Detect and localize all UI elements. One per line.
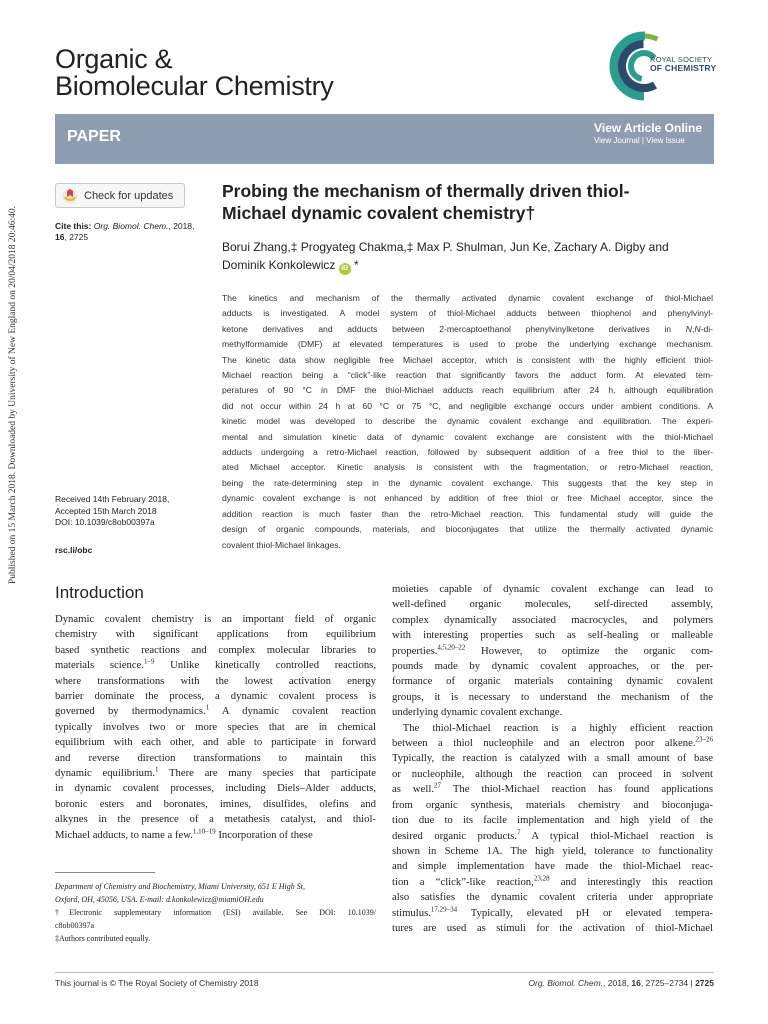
article-title-line2: Michael dynamic covalent chemistry† [222,203,536,223]
abstract-line: kinetic model was developed to describe the dynamic covalent exchange and equilibration. The experi- [222,416,713,427]
body-text-line [392,751,713,766]
footer-journal: Org. Biomol. Chem. [528,978,604,988]
body-text: shown in Scheme 1A. The high yield, tolerance to functionality [392,844,713,857]
abstract-line: addition reaction is much faster than the retro-Michael reaction. This fundamental study will guide the [222,508,713,519]
body-text-line [392,705,713,720]
footer-separator: | [688,978,696,988]
body-text-line [392,690,713,705]
body-text-line [392,890,713,905]
abstract-line: design of organic compounds, materials, and bioconjugates that utilize the thermally activated dynamic [222,524,713,535]
download-stamp [6,170,20,620]
body-text: based synthetic reactions and complex molecular libraries to [55,643,376,656]
abstract-line: being the rate-determining step in the dynamic covalent exchange. This suggests that the key step in [222,477,713,488]
body-text: tion a “click”-like reaction, [392,875,534,888]
affiliation-line1: Department of Chemistry and Biochemistry, Miami University, 651 E High St, [55,882,305,891]
citation-ref[interactable]: 17,29–34 [430,904,458,913]
body-column-left [55,612,376,843]
body-text: However, to optimize the organic com- [465,644,713,657]
body-text-line [392,613,713,628]
citation-ref[interactable]: 7 [517,827,521,836]
body-text: and simple implementation have made the thiol-Michael reac- [392,860,713,873]
rsc-logo-text [650,56,716,72]
author-konkolewicz: Dominik Konkolewicz [222,258,336,272]
footnote-equal-contribution: ‡Authors contributed equally. [55,934,151,943]
body-text: Typically, elevated pH or elevated tempera- [457,906,713,919]
citation-ref[interactable]: 27 [434,781,441,790]
abstract-line: dynamic covalent exchange is not enhanced by addition of free thiol or free Michael acceptor, since the [222,493,713,504]
body-text: in dynamic covalent processes, including Diels–Alder adducts, [55,782,376,795]
check-for-updates-label: Check for updates [84,189,174,202]
check-for-updates-button[interactable] [55,183,185,208]
cite-volume: 16 [55,232,65,242]
body-text: also satisfies the dynamic covalent criteria under appropriate [392,891,713,904]
footer-divider [55,972,714,973]
abstract-line: methylformamide (DMF) at elevated temperatures is used to probe the underlying exchange mechanism. [222,339,713,350]
orcid-icon[interactable]: iD [339,263,351,275]
accepted-date: Accepted 15th March 2018 [55,505,157,516]
article-title-line1: Probing the mechanism of thermally driven thiol- [222,181,630,201]
citation-ref[interactable]: 1–9 [143,657,155,666]
body-text: as well. [392,783,434,796]
citation-ref[interactable]: 1 [205,703,210,712]
citation-ref[interactable]: 23,28 [533,874,550,883]
body-text: from organic synthesis, materials chemistry and bioconjuga- [392,798,713,811]
body-text: equilibrium with each other, and able to participate in forward [55,736,376,749]
body-text-line [55,797,376,812]
body-text-line [55,627,376,642]
citation-ref[interactable]: 1,10–19 [192,827,216,836]
abstract-line: adducts is investigated. A model system of thiol-Michael adducts between thiophenol and phenylvinyl- [222,308,713,319]
journal-title-line2: Biomolecular Chemistry [55,71,334,101]
body-text-line [392,844,713,859]
footer-pages: , 2725–2734 [640,978,689,988]
affiliation-line2: Oxford, OH, 45056, USA. E-mail: d.konkolewicz@miamiOH.edu [55,895,264,904]
body-text: where transformations with the lowest activation energy [55,674,376,687]
body-text: governed by thermodynamics. [55,705,206,718]
body-text: desired organic products. [392,829,518,842]
abstract-line: Michael reaction being a “click”-like reaction that significantly favors the adduct form. At elevated tem- [222,370,713,381]
body-text: chemistry with significant applications from equilibrium [55,628,376,641]
body-text: underlying dynamic covalent exchange. [392,706,563,719]
citation-ref[interactable]: 1 [155,765,159,774]
cite-page: , 2725 [64,232,89,242]
body-text: Incorporation of these [215,828,313,841]
body-text: complex dynamically associated macrocycles, and polymers [392,613,713,626]
body-text: Michael adducts, to name a few. [55,828,193,841]
abstract-line: covalent thiol-Michael linkages. [222,539,341,550]
body-text-line [392,721,713,736]
journal-title [55,46,333,100]
corresponding-author-mark: * [350,258,359,272]
abstract-line: mental and simulation kinetic data of dynamic covalent exchange are consistent with the thiol-Michael [222,431,713,442]
body-text: between a thiol nucleophile and an electron poor alkene. [392,737,696,750]
body-text: stimulus. [392,906,431,919]
body-text: moieties capable of dynamic covalent exchange can lead to [392,583,713,595]
body-text: Dynamic covalent chemistry is an important field of organic [55,613,376,625]
page-number: 2725 [695,978,714,988]
body-text-line [55,766,376,781]
abstract-line: The kinetic data show negligible free Michael acceptor, which is consistent with the highly efficient thiol- [222,354,713,365]
body-text: pounds made by dynamic covalent approaches, or the per- [392,660,713,673]
body-text-line [392,659,713,674]
citation-ref[interactable]: 4,5,20–22 [437,643,466,652]
journal-short-link[interactable]: rsc.li/obc [55,545,93,555]
body-text: The thiol-Michael reaction has found applications [441,783,713,796]
view-issue-link[interactable]: View Issue [646,136,685,145]
body-text: tures are used as stimuli for the activation of thiol-Michael [392,921,713,934]
body-text: dynamic equilibrium. [55,767,156,780]
author-list [222,238,712,275]
abstract-line: ated Michael acceptor. Kinetic analysis is consistent with the fragmentation, or retro-Michael reaction, [222,462,713,473]
body-text: well-defined organic molecules, self-directed assembly, [392,598,713,611]
body-text-line [392,813,713,828]
view-journal-link[interactable]: View Journal [593,136,640,145]
body-text-line [55,658,376,673]
body-text-line [55,751,376,766]
body-text: typically involves two or more species that are in chemical [55,720,376,733]
body-text: The thiol-Michael reaction is a highly efficient reaction [392,721,713,734]
body-text-line [55,828,376,843]
page-citation [528,978,714,988]
footnote-esi: †Electronic supplementary information (ESI) available. See DOI: 10.1039/ [55,908,376,917]
section-heading-introduction: Introduction [55,583,144,602]
body-text-line [392,859,713,874]
body-text: formance of organic materials containing dynamic covalent [392,675,713,688]
body-text: A dynamic covalent reaction [209,705,376,718]
body-text-line [55,689,376,704]
rsc-logo-line2: OF CHEMISTRY [650,63,717,73]
body-text: Unlike kinetically controlled reactions, [154,659,376,672]
section-label: PAPER [67,128,121,145]
article-dates [55,494,215,529]
body-column-right [392,582,713,936]
footnote-affiliation [55,880,376,893]
footnote-esi-doi: c8ob00397a [55,921,95,930]
view-article-links [594,121,702,145]
footer-volume: 16 [631,978,641,988]
author-line1: Borui Zhang,‡ Progyateg Chakma,‡ Max P. Shulman, Jun Ke, Zachary A. Digby and [222,240,669,254]
footnote-divider [55,872,155,873]
footnotes [55,880,376,945]
body-text: tion due to its facile implementation and high yield of the [392,814,713,827]
body-text: materials science. [55,659,144,672]
body-text: groups, it is necessary to understand the mechanism of the [392,690,713,703]
body-text: Typically, the reaction is catalyzed with a small amount of base [392,752,713,765]
body-text-line [55,720,376,735]
footnote-affiliation-2 [55,893,376,906]
body-text-line [392,644,713,659]
body-text-line [392,597,713,612]
download-stamp-text: Published on 15 March 2018. Downloaded by University of New England on 20/04/2018 20:46:40. [8,205,18,585]
body-text-line [55,704,376,719]
body-text-line [392,582,713,597]
article-title [222,180,712,224]
body-text: or nucleophile, although the reaction can proceed in solvent [392,767,713,780]
body-text-line [392,736,713,751]
body-text: A typical thiol-Michael reaction is [520,829,713,842]
body-text: There are many species that participate [158,767,376,780]
body-text-line [55,735,376,750]
rsc-logo-line1: ROYAL SOCIETY [650,55,713,64]
abstract [222,291,713,553]
link-separator: | [641,136,644,145]
body-text-line [55,781,376,796]
body-text: and interestingly this reaction [549,875,713,888]
copyright-notice: This journal is © The Royal Society of Chemistry 2018 [55,978,259,988]
received-date: Received 14th February 2018, [55,494,170,504]
journal-title-line1: Organic & [55,44,173,74]
crossmark-icon [62,188,78,204]
body-text: and reverse direction transformations to maintain this [55,751,376,764]
body-text-line [55,812,376,827]
view-article-online-link[interactable]: View Article Online [593,121,702,135]
body-text: barrier dominate the process, a dynamic covalent process is [55,690,376,703]
body-text-line [392,674,713,689]
cite-year: , 2018, [168,221,195,231]
abstract-line: peratures of 90 °C in DMF the thiol-Michael adducts reach equilibrium after 24 h, although equilibration [222,385,713,396]
abstract-line: adducts undergoing a retro-Michael reaction, followed by subsequent addition of a free thiol to the liber- [222,447,713,458]
body-text-line [392,875,713,890]
view-links-row [594,136,702,145]
body-text-line [392,628,713,643]
citation-ref[interactable]: 23–26 [695,735,713,744]
body-text-line [392,906,713,921]
body-text-line [392,782,713,797]
body-text-line [55,612,376,627]
doi[interactable]: DOI: 10.1039/c8ob00397a [55,517,155,527]
body-text-line [392,798,713,813]
footer-year: , 2018, [603,978,630,988]
body-text-line [392,921,713,936]
citation-info [55,221,215,243]
body-text-line [55,643,376,658]
cite-journal: Org. Biomol. Chem. [93,221,169,231]
body-text: properties. [392,644,438,657]
body-text-line [55,674,376,689]
body-text-line [392,767,713,782]
body-text: boronic esters and boronates, imines, disulfides, olefins and [55,797,376,810]
abstract-line: did not occur within 24 h at 60 °C or 75 °C, and negligible exchange occurs under ambient conditions. A [222,400,713,411]
author-line2 [222,256,712,275]
section-banner [55,114,714,164]
body-text-line [392,829,713,844]
abstract-line: The kinetics and mechanism of the thermally activated dynamic covalent exchange of thiol-Michael [222,293,713,303]
body-text: alkynes in the presence of a metathesis catalyst, and thiol- [55,813,376,826]
body-text: with interesting properties such as self-healing or malleable [392,629,713,642]
cite-label: Cite this: [55,221,92,231]
abstract-line: ketone derivatives and adducts between 2-mercaptoethanol phenylvinylketone derivatives in N,N-di- [222,323,713,334]
